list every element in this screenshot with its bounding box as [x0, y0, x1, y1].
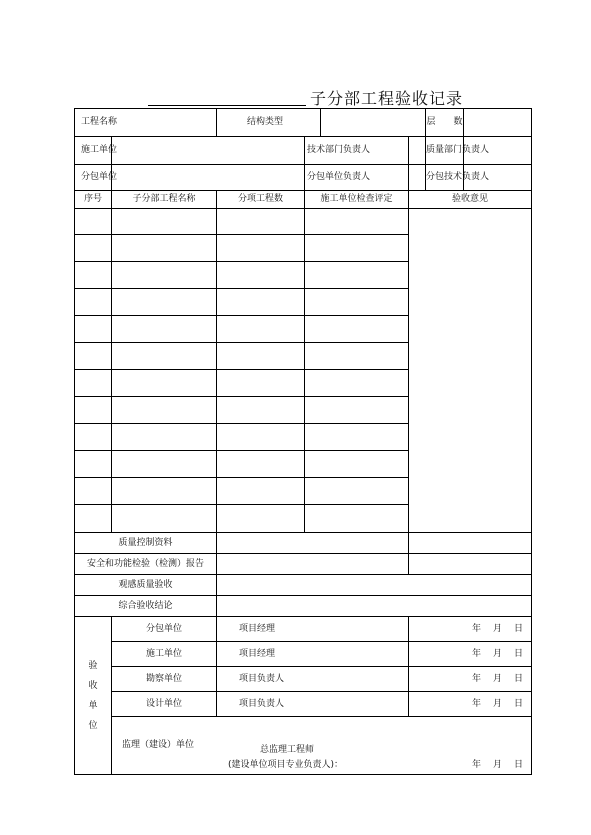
- acceptance-row-survey: [75, 667, 532, 692]
- subcontract-unit-label-cell: [75, 165, 118, 191]
- day-label: 日: [514, 623, 524, 634]
- subcontract-unit-name: 分包单位: [112, 617, 217, 642]
- overall-conclusion-row: [75, 596, 532, 617]
- items-header-row: [75, 191, 532, 209]
- floors-value[interactable]: [464, 109, 532, 137]
- seq-cell[interactable]: [75, 397, 112, 424]
- month-label: 月: [493, 673, 503, 684]
- construction-unit-name: 施工单位: [112, 642, 217, 667]
- month-label: 月: [493, 698, 503, 709]
- acceptance-units-side-label: [75, 617, 112, 775]
- structure-type-label: 结构类型: [247, 117, 284, 127]
- day-label: 日: [514, 698, 524, 709]
- info-row-2: [75, 137, 532, 165]
- construction-role: 项目经理: [239, 648, 276, 659]
- safety-function-report-label: 安全和功能检验（检测）报告: [75, 554, 217, 575]
- sub-division-name-cell[interactable]: [112, 235, 217, 262]
- supervision-role-line1: 总监理工程师: [260, 744, 315, 755]
- construction-eval-cell[interactable]: [305, 262, 409, 289]
- sub-item-count-cell[interactable]: [217, 451, 305, 478]
- design-date[interactable]: [409, 692, 532, 717]
- sub-division-name-cell[interactable]: [112, 451, 217, 478]
- floors-label-cell: [426, 109, 464, 137]
- title-area: [0, 86, 591, 110]
- construction-unit-label: 施工单位: [81, 145, 118, 155]
- safety-function-report-eval[interactable]: [217, 554, 409, 575]
- construction-eval-cell[interactable]: [305, 289, 409, 316]
- supervision-block: [112, 718, 531, 774]
- acceptance-opinion-cell[interactable]: [409, 209, 532, 533]
- subcontract-unit-head-value[interactable]: [409, 165, 426, 191]
- sub-item-count-cell[interactable]: [217, 397, 305, 424]
- acceptance-row-subcontract: [75, 617, 532, 642]
- seq-cell[interactable]: [75, 424, 112, 451]
- construction-eval-cell[interactable]: [305, 478, 409, 505]
- sub-item-count-cell[interactable]: [217, 262, 305, 289]
- sub-item-count-cell[interactable]: [217, 478, 305, 505]
- structure-type-value[interactable]: [321, 109, 426, 137]
- side-char: 验: [88, 660, 98, 671]
- overall-conclusion-label: 综合验收结论: [75, 596, 217, 617]
- title-blank-line[interactable]: [148, 105, 306, 106]
- construction-eval-cell[interactable]: [305, 316, 409, 343]
- appearance-quality-label: 观感质量验收: [75, 575, 217, 596]
- sub-item-count-cell[interactable]: [217, 505, 305, 533]
- quality-control-docs-eval[interactable]: [217, 533, 409, 554]
- seq-cell[interactable]: [75, 289, 112, 316]
- structure-type-cell: [217, 109, 321, 137]
- subcontract-tech-head-label-cell: [426, 165, 490, 191]
- seq-cell[interactable]: [75, 262, 112, 289]
- supervision-signature-cell[interactable]: [112, 717, 532, 775]
- tech-dept-head-label-cell: [305, 137, 409, 165]
- year-label: 年: [471, 698, 481, 709]
- quality-dept-head-label-cell: [426, 137, 490, 165]
- month-label: 月: [493, 623, 503, 634]
- construction-eval-cell[interactable]: [305, 397, 409, 424]
- sub-item-count-cell[interactable]: [217, 316, 305, 343]
- construction-eval-header: 施工单位检查评定: [305, 191, 409, 209]
- day-label: 日: [514, 759, 524, 770]
- seq-header: 序号: [75, 191, 112, 209]
- construction-eval-cell[interactable]: [305, 505, 409, 533]
- sub-division-name-cell[interactable]: [112, 209, 217, 235]
- floors-label: 层 数: [426, 117, 463, 127]
- sub-division-name-cell[interactable]: [112, 262, 217, 289]
- seq-cell[interactable]: [75, 370, 112, 397]
- construction-eval-cell[interactable]: [305, 343, 409, 370]
- subcontract-unit-head-label-cell: [305, 165, 409, 191]
- construction-signature-cell[interactable]: [217, 642, 409, 667]
- info-row-3: [75, 165, 532, 191]
- seq-cell[interactable]: [75, 343, 112, 370]
- subcontract-tech-head-label: 分包技术负责人: [426, 172, 490, 182]
- acceptance-form: [74, 108, 531, 776]
- sub-division-name-cell[interactable]: [112, 370, 217, 397]
- year-label: 年: [471, 673, 481, 684]
- construction-unit-value[interactable]: [112, 137, 305, 165]
- seq-cell[interactable]: [75, 478, 112, 505]
- month-label: 月: [493, 648, 503, 659]
- design-signature-cell[interactable]: [217, 692, 409, 717]
- sub-division-name-cell[interactable]: [112, 397, 217, 424]
- sub-item-count-cell[interactable]: [217, 209, 305, 235]
- safety-function-report-opinion[interactable]: [409, 554, 532, 575]
- sub-item-count-cell[interactable]: [217, 235, 305, 262]
- design-role: 项目负责人: [239, 698, 285, 709]
- construction-eval-cell[interactable]: [305, 209, 409, 235]
- seq-cell[interactable]: [75, 316, 112, 343]
- construction-eval-cell[interactable]: [305, 370, 409, 397]
- supervision-date[interactable]: [460, 760, 523, 771]
- project-name-cell: [75, 109, 217, 137]
- construction-unit-label-cell: [75, 137, 118, 165]
- day-label: 日: [514, 673, 524, 684]
- quality-control-docs-row: [75, 533, 532, 554]
- subcontract-unit-head-label: 分包单位负责人: [307, 172, 371, 182]
- sub-division-name-cell[interactable]: [112, 505, 217, 533]
- sub-item-count-cell[interactable]: [217, 370, 305, 397]
- acceptance-row-construction: [75, 642, 532, 667]
- subcontract-signature-cell[interactable]: [217, 617, 409, 642]
- construction-date[interactable]: [409, 642, 532, 667]
- info-row-1: [75, 109, 532, 137]
- tech-dept-head-label: 技术部门负责人: [307, 145, 371, 155]
- sub-item-count-cell[interactable]: [217, 424, 305, 451]
- subcontract-date[interactable]: [409, 617, 532, 642]
- tech-dept-head-value[interactable]: [409, 137, 426, 165]
- appearance-quality-value[interactable]: [217, 575, 532, 596]
- quality-control-docs-opinion[interactable]: [409, 533, 532, 554]
- quality-control-docs-label: 质量控制资料: [75, 533, 217, 554]
- survey-signature-cell[interactable]: [217, 667, 409, 692]
- construction-eval-cell[interactable]: [305, 424, 409, 451]
- overall-conclusion-value[interactable]: [217, 596, 532, 617]
- subcontract-role: 项目经理: [239, 623, 276, 634]
- project-name-label: 工程名称: [81, 117, 118, 127]
- survey-unit-name: 勘察单位: [112, 667, 217, 692]
- seq-cell[interactable]: [75, 235, 112, 262]
- sub-item-count-cell[interactable]: [217, 343, 305, 370]
- sub-item-count-cell[interactable]: [217, 289, 305, 316]
- table-row: [75, 209, 532, 235]
- day-label: 日: [514, 648, 524, 659]
- subcontract-unit-value[interactable]: [112, 165, 305, 191]
- acceptance-row-supervision: [75, 717, 532, 775]
- form-table: [74, 108, 532, 775]
- side-char: 收: [88, 680, 98, 691]
- seq-cell[interactable]: [75, 505, 112, 533]
- seq-cell[interactable]: [75, 209, 112, 235]
- supervision-role-line2: (建设单位项目专业负责人)：: [228, 759, 344, 770]
- year-label: 年: [471, 759, 481, 770]
- survey-date[interactable]: [409, 667, 532, 692]
- safety-function-report-row: [75, 554, 532, 575]
- construction-eval-cell[interactable]: [305, 235, 409, 262]
- construction-eval-cell[interactable]: [305, 451, 409, 478]
- sub-division-name-cell[interactable]: [112, 289, 217, 316]
- seq-cell[interactable]: [75, 451, 112, 478]
- sub-division-name-cell[interactable]: [112, 478, 217, 505]
- sub-division-name-cell[interactable]: [112, 343, 217, 370]
- sub-item-count-header: 分项工程数: [217, 191, 305, 209]
- acceptance-opinion-header: 验收意见: [409, 191, 532, 209]
- supervision-unit-name: 监理（建设）单位: [122, 739, 195, 750]
- sub-division-name-cell[interactable]: [112, 316, 217, 343]
- side-char: 单: [88, 700, 98, 711]
- sub-division-name-header: 子分部工程名称: [112, 191, 217, 209]
- side-char: 位: [88, 720, 98, 731]
- acceptance-row-design: [75, 692, 532, 717]
- appearance-quality-row: [75, 575, 532, 596]
- survey-role: 项目负责人: [239, 673, 285, 684]
- quality-dept-head-label: 质量部门负责人: [426, 145, 490, 155]
- year-label: 年: [471, 623, 481, 634]
- subcontract-unit-label: 分包单位: [81, 172, 118, 182]
- page-title: 子分部工程验收记录: [310, 89, 464, 108]
- year-label: 年: [471, 648, 481, 659]
- design-unit-name: 设计单位: [112, 692, 217, 717]
- month-label: 月: [493, 759, 503, 770]
- sub-division-name-cell[interactable]: [112, 424, 217, 451]
